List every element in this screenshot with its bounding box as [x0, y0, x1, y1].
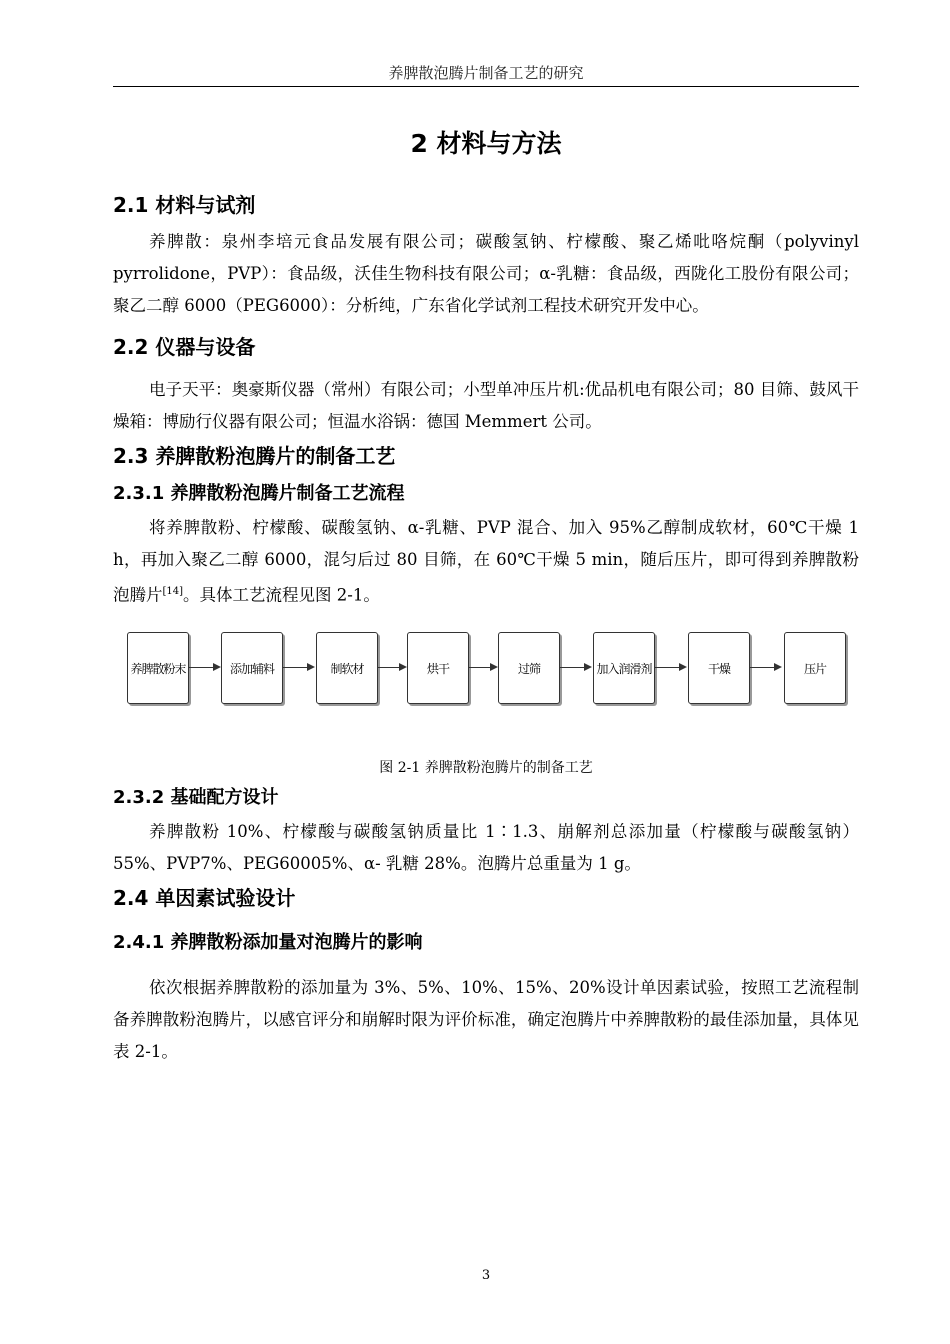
section-heading-2-3: 2.3 养脾散粉泡腾片的制备工艺	[113, 444, 396, 468]
paragraph-2-2: 电子天平：奥豪斯仪器（常州）有限公司；小型单冲压片机:优品机电有限公司；80 目筛、鼓风干燥箱：博励行仪器有限公司；恒温水浴锅：德国 Memmert 公司。	[113, 380, 859, 431]
section-heading-2-4-1: 2.4.1 养脾散粉添加量对泡腾片的影响	[113, 932, 423, 953]
section-heading-2-2: 2.2 仪器与设备	[113, 335, 256, 359]
header-rule	[113, 86, 859, 87]
flow-step-7: 干燥	[688, 632, 750, 704]
flow-step-4: 烘干	[407, 632, 469, 704]
flow-arrow-7	[750, 667, 780, 668]
paragraph-2-3-1	[113, 512, 859, 612]
paragraph-2-3-1-text: 将养脾散粉、柠檬酸、碳酸氢钠、α-乳糖、PVP 混合、加入 95%乙醇制成软材，60℃干燥 1 h，再加入聚乙二醇 6000，混匀后过 80 目筛，在 60℃干燥 5 min，随后压片，即可得到养脾散粉泡腾片	[113, 518, 859, 605]
chapter-title: 2 材料与方法	[410, 129, 562, 158]
citation: [14]	[162, 586, 184, 597]
page-number: 3	[481, 1268, 491, 1283]
flow-step-3: 制软材	[316, 632, 378, 704]
section-heading-2-4: 2.4 单因素试验设计	[113, 886, 296, 910]
section-heading-2-3-2: 2.3.2 基础配方设计	[113, 787, 279, 808]
running-header: 养脾散泡腾片制备工艺的研究	[388, 64, 584, 82]
flow-step-5: 过筛	[498, 632, 560, 704]
paragraph-2-4-1: 依次根据养脾散粉的添加量为 3%、5%、10%、15%、20%设计单因素试验，按照工艺流程制备养脾散粉泡腾片，以感官评分和崩解时限为评价标准，确定泡腾片中养脾散粉的最佳添加量，具体见表 2-1。	[113, 978, 859, 1061]
paragraph-2-3-1-text-end: 。具体工艺流程见图 2-1。	[183, 585, 380, 605]
flow-step-6: 加入润滑剂	[593, 632, 655, 704]
paragraph-2-3-2: 养脾散粉 10%、柠檬酸与碳酸氢钠质量比 1∶1.3、崩解剂总添加量（柠檬酸与碳酸氢钠）55%、PVP7%、PEG60005%、α- 乳糖 28%。泡腾片总重量为 1 g。	[113, 822, 859, 873]
flow-arrow-3	[378, 667, 405, 668]
flow-arrow-5	[560, 667, 590, 668]
flow-arrow-2	[283, 667, 313, 668]
section-heading-2-1: 2.1 材料与试剂	[113, 193, 256, 217]
flow-step-2: 添加辅料	[221, 632, 283, 704]
figure-caption: 图 2-1 养脾散粉泡腾片的制备工艺	[379, 760, 593, 776]
flow-step-1: 养脾散粉末	[127, 632, 189, 704]
flow-arrow-6	[655, 667, 685, 668]
process-flow-diagram	[127, 632, 847, 704]
flow-arrow-1	[189, 667, 219, 668]
flow-arrow-4	[469, 667, 496, 668]
section-heading-2-3-1: 2.3.1 养脾散粉泡腾片制备工艺流程	[113, 483, 405, 504]
paragraph-2-1: 养脾散：泉州李培元食品发展有限公司；碳酸氢钠、柠檬酸、聚乙烯吡咯烷酮（polyvinyl pyrrolidone，PVP）：食品级，沃佳生物科技有限公司；α-乳糖：食品级，西陇化工股份有限公司；聚乙二醇 6000（PEG6000）：分析纯，广东省化学试剂工程技术研究开发中心。	[113, 232, 859, 315]
flow-step-8: 压片	[784, 632, 846, 704]
